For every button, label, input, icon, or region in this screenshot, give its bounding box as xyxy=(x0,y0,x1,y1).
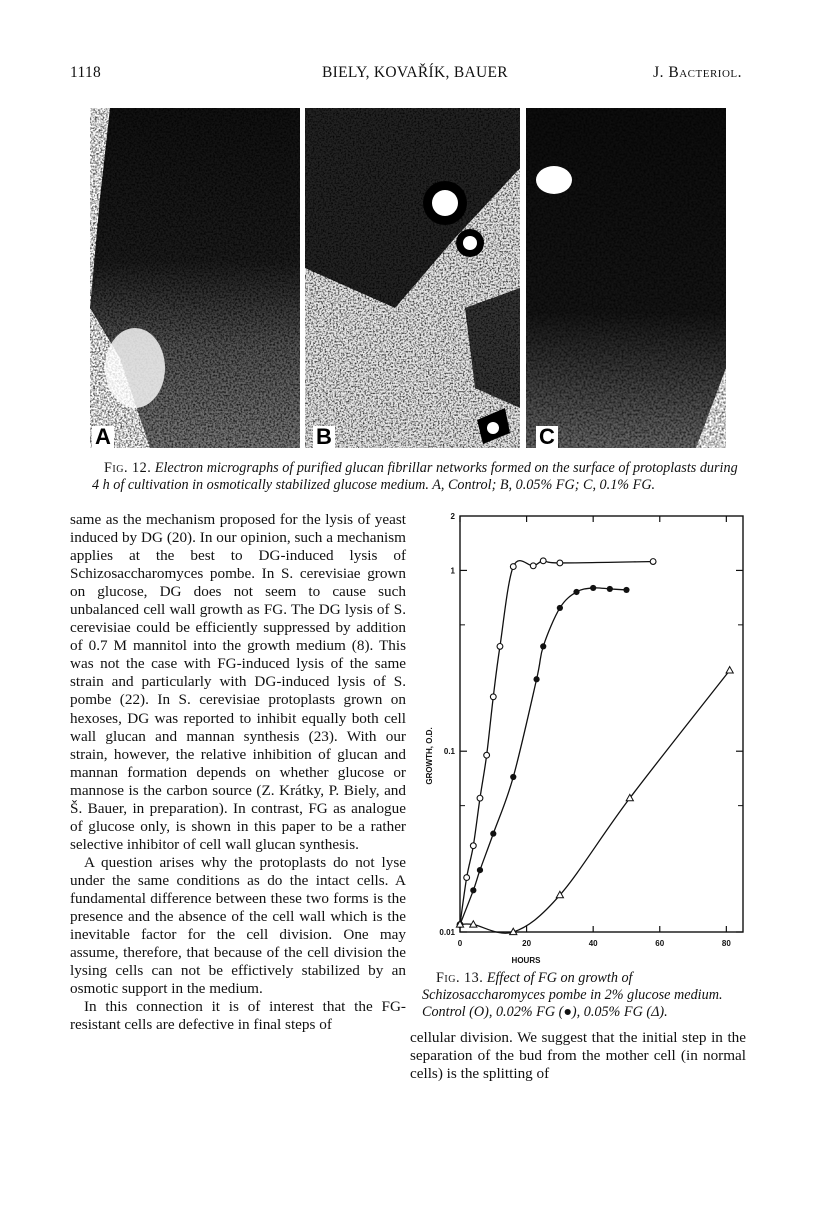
data-point xyxy=(477,867,483,873)
growth-chart xyxy=(420,500,760,965)
data-point xyxy=(650,559,656,565)
data-point xyxy=(490,831,496,837)
x-tick-label: 80 xyxy=(721,939,731,948)
data-point xyxy=(533,676,539,682)
left-column-text xyxy=(70,511,406,1034)
data-point xyxy=(607,586,613,592)
micrograph-panel-c xyxy=(526,108,726,448)
figure-13-label: Fig. 13. xyxy=(436,970,484,986)
data-point xyxy=(540,643,546,649)
data-point xyxy=(590,585,596,591)
series-line-0 xyxy=(460,561,653,925)
chart-y-label: GROWTH, O.D. xyxy=(425,727,434,785)
x-tick-label: 0 xyxy=(457,939,463,948)
panel-label-b: B xyxy=(313,426,335,448)
y-tick-label: 0.1 xyxy=(443,747,455,757)
micrograph-panel-a xyxy=(90,108,300,448)
paragraph: In this connection it is of interest that the FG-resistant cells are defective in final steps of xyxy=(70,998,406,1034)
data-point xyxy=(470,843,476,849)
data-point xyxy=(557,560,563,566)
data-point xyxy=(477,795,483,801)
data-point xyxy=(573,589,579,595)
running-header-journal: J. Bacteriol. xyxy=(653,64,742,81)
x-tick-label: 60 xyxy=(655,939,665,948)
data-point xyxy=(484,752,490,758)
y-tick-label: 0.01 xyxy=(439,928,455,937)
running-header-authors: BIELY, KOVAŘÍK, BAUER xyxy=(322,64,508,81)
x-tick-label: 20 xyxy=(522,939,532,948)
y-tick-label: 2 xyxy=(450,512,455,521)
page-number: 1118 xyxy=(70,64,102,81)
figure-12-caption xyxy=(92,460,742,494)
paragraph: cellular division. We suggest that the initial step in the separation of the bud from the mother cell (in normal cells) is the splitting of xyxy=(410,1029,746,1083)
series-line-2 xyxy=(460,670,730,933)
paragraph: same as the mechanism proposed for the lysis of yeast induced by DG (20). In our opinion, such a mechanism applies at the best to DG-induced lysis of Schizosaccharomyces pombe. In S. cerevisiae grown on glucose, DG does not seem to cause such unbalanced cell wall growth as FG. The DG lysis of S. cerevisiae could be efficiently suppressed by addition of 0.7 M mannitol into the growth medium (8). This was not the case with FG-induced lysis of the same strain and particularly with DG-induced lysis of S. pombe (22). In S. cerevisiae protoplasts grown on hexoses, DG was reported to inhibit equally both cell wall glucan and mannan synthesis (23). With our strain, however, the relative inhibition of glucan and mannan formation depends on whether glucose or mannose is the carbon source (Z. Krátky, P. Biely, and Š. Bauer, in preparation). In contrast, FG as analogue of glucose only, is shown in this paper to be a rather selective inhibitor of cell wall glucan synthesis. xyxy=(70,511,406,853)
panel-label-a: A xyxy=(92,426,114,448)
data-point xyxy=(557,605,563,611)
data-point xyxy=(510,774,516,780)
paragraph: A question arises why the protoplasts do not lyse under the same conditions as do the intact cells. A fundamental difference between these two forms is the presence and the absence of the cell wall which is the inevitable factor for the cell division. One may assume, therefore, that because of the cell division the lysing cells can not be effictively stabilized by an osmotic support in the medium. xyxy=(70,853,406,998)
data-point xyxy=(726,667,733,673)
figure-12-caption-text: Electron micrographs of purified glucan fibrillar networks formed on the surface of protoplasts during 4 h of cultivation in osmotically stabilized glucose medium. A, Control; B, 0.05% FG; C, 0.1% FG. xyxy=(92,460,738,493)
data-point xyxy=(530,563,536,569)
y-tick-label: 1 xyxy=(450,566,455,576)
data-point xyxy=(497,643,503,649)
chart-x-label: HOURS xyxy=(511,956,541,965)
figure-12-label: Fig. 12. xyxy=(104,460,152,476)
figure-13-caption-text: Effect of FG on growth of Schizosaccharomyces pombe in 2% glucose medium. Control (O), 0.02% FG (●), 0.05% FG (Δ). xyxy=(422,970,723,1020)
data-point xyxy=(540,558,546,564)
x-tick-label: 40 xyxy=(588,939,598,948)
figure-13-caption xyxy=(422,970,750,1021)
panel-label-c: C xyxy=(536,426,558,448)
data-point xyxy=(470,887,476,893)
data-point xyxy=(510,564,516,570)
micrograph-panel-b xyxy=(305,108,520,448)
data-point xyxy=(490,694,496,700)
data-point xyxy=(623,587,629,593)
right-column-text xyxy=(410,1029,746,1083)
chart-frame xyxy=(460,516,743,932)
data-point xyxy=(464,875,470,881)
